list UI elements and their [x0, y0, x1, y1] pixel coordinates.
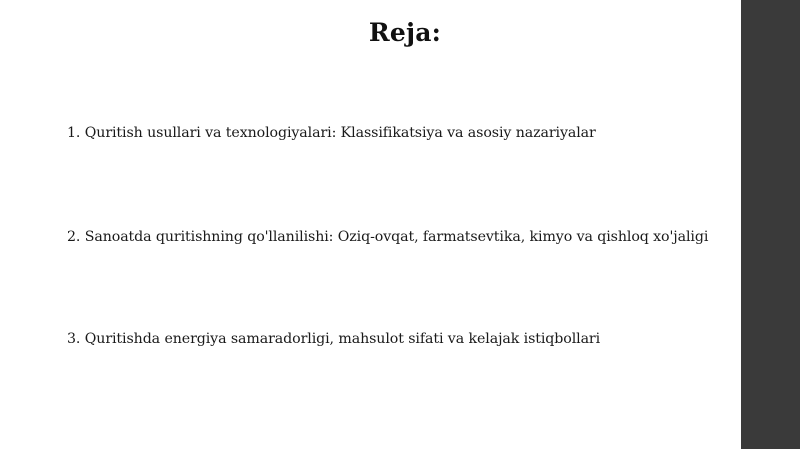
plan-item-3: 3. Quritishda energiya samaradorligi, mahsulot sifati va kelajak istiqbollari — [67, 331, 601, 347]
plan-item-1: 1. Quritish usullari va texnologiyalari: Klassifikatsiya va asosiy nazariyalar — [67, 125, 596, 141]
side-panel — [741, 0, 800, 449]
slide-title: Reja: — [368, 18, 442, 47]
plan-item-2: 2. Sanoatda quritishning qo'llanilishi: Oziq-ovqat, farmatsevtika, kimyo va qishloq xo'jaligi — [67, 229, 709, 245]
